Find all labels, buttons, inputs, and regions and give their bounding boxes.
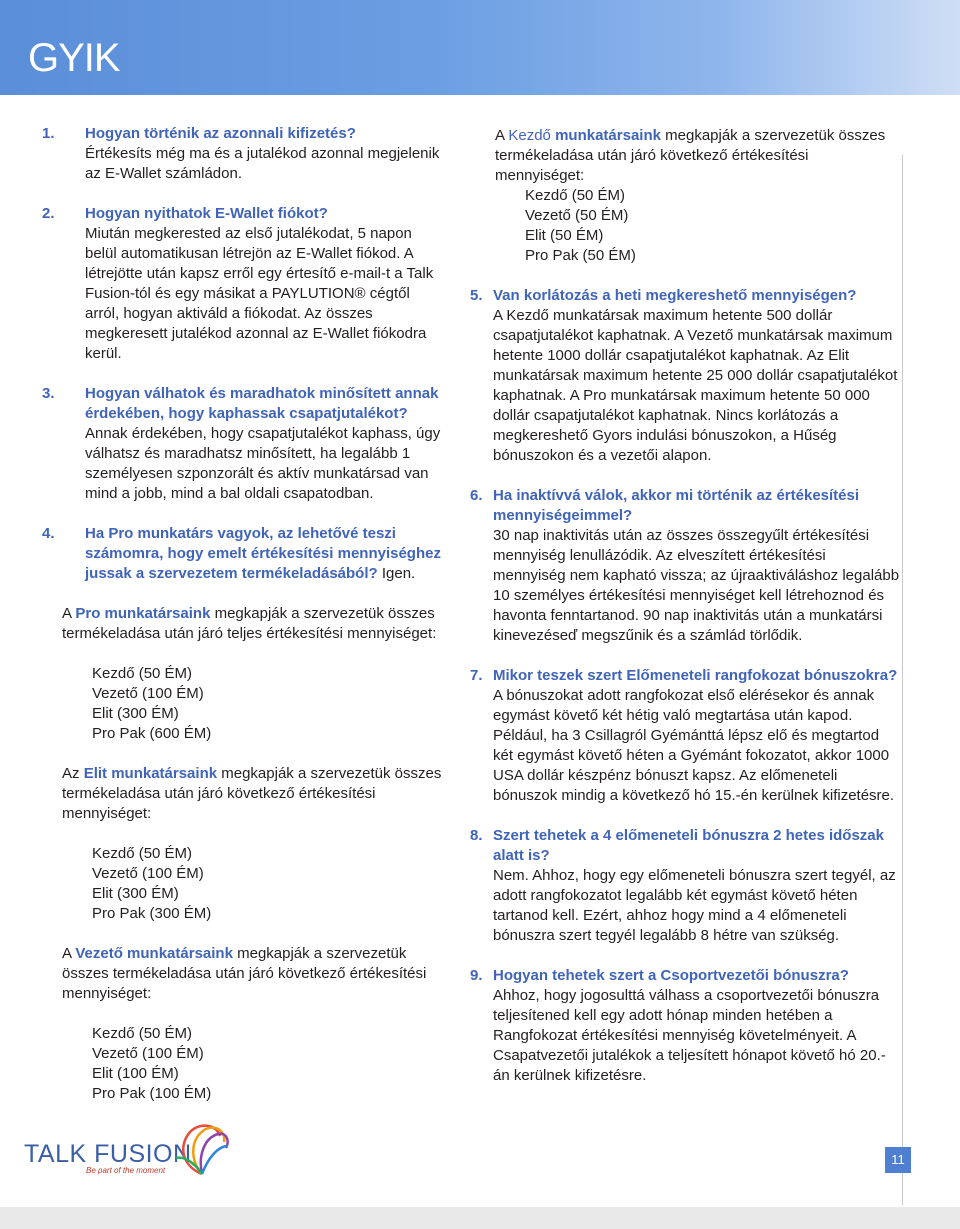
faq-question: Hogyan válhatok és maradhatok minősített annak érdekében, hogy kaphassak csapatjutalékot? (85, 385, 439, 422)
vezeto-tier-list (92, 1024, 442, 1104)
faq-number: 7. (470, 667, 483, 684)
page-title: GYIK (28, 36, 120, 80)
text: megkapják a szervezetük összes termékeladása után járó következő értékesítési mennyiséget: (62, 765, 442, 822)
tier-item: Kezdő (50 ÉM) (92, 1025, 193, 1042)
faq-item-6 (470, 486, 900, 646)
logo-swirl-icon (172, 1116, 234, 1178)
faq-number: 3. (42, 385, 55, 402)
tier-item: Vezető (50 ÉM) (525, 207, 629, 224)
right-column (470, 126, 900, 1106)
faq-question: Hogyan történik az azonnali kifizetés? (85, 125, 356, 142)
faq-number: 8. (470, 827, 483, 844)
page-number: 11 (885, 1147, 911, 1173)
tier-item: Vezető (100 ÉM) (92, 685, 204, 702)
highlight-vezeto: Vezető munkatársaink (75, 945, 233, 962)
pro-tier-list (92, 664, 442, 744)
faq-item-8 (470, 826, 900, 946)
tier-item: Kezdő (50 ÉM) (92, 665, 193, 682)
highlight-munkatarsaink: munkatársaink (555, 127, 661, 144)
faq-number: 9. (470, 967, 483, 984)
faq-question (85, 524, 442, 584)
faq-question: Van korlátozás a heti megkereshető mennyiségen? (493, 287, 857, 304)
elit-paragraph (62, 764, 442, 824)
faq-item-3 (42, 384, 442, 504)
faq-question: Hogyan nyithatok E-Wallet fiókot? (85, 205, 328, 222)
text: Az (62, 765, 84, 782)
tier-item: Vezető (100 ÉM) (92, 1045, 204, 1062)
faq-item-7 (470, 666, 900, 806)
tier-item: Kezdő (50 ÉM) (525, 187, 626, 204)
faq-question: Szert tehetek a 4 előmeneteli bónuszra 2 hetes időszak alatt is? (493, 827, 884, 864)
text: A (62, 945, 76, 962)
faq-item-5 (470, 286, 900, 466)
faq-short-answer: Igen. (377, 565, 416, 582)
tier-item: Elit (50 ÉM) (525, 227, 604, 244)
logo-text: TALK FUSION (24, 1140, 192, 1168)
elit-tier-list (92, 844, 442, 924)
highlight-elit: Elit munkatársaink (83, 765, 218, 782)
header-band (0, 0, 960, 95)
faq-answer: A Kezdő munkatársak maximum hetente 500 dollár csapatjutalékot kaphatnak. A Vezető munkatársak maximum hetente 1000 dollár csapatjutalékot kaphatnak. Az Elit munkatársak maximum hetente 25 000 dollár csapatjutalékot kaphatnak. A Pro munkatársak maximum hetente 50 000 dollár csapatjutalékot kaphatnak. Nincs korlátozás a megkereshető Gyors indulási bónuszokon, a Hűség bónuszokon és a vezetői alapon. (493, 307, 898, 464)
logo-tagline: Be part of the moment (86, 1166, 166, 1175)
faq-item-9 (470, 966, 900, 1086)
faq-answer: Miután megkerested az első jutalékodat, 5 napon belül automatikusan létrejön az E-Wallet fiókod. A létrejötte után kapsz erről egy értesítő e-mail-t a Talk Fusion-tól és egy másikat a PAYLUTION® cégtől arról, hogyan aktiváld a fiókodat. Az összes megkeresett jutalékod azonnal az E-Wallet fiókodra kerül. (85, 225, 434, 362)
tier-item: Elit (100 ÉM) (92, 1065, 179, 1082)
faq-answer: Ahhoz, hogy jogosulttá válhass a csoportvezetői bónuszra teljesítened kell egy adott hónap minden hetében a Rangfokozat értékesítési mennyiség követelményeit. A Csapatvezetői jutalékok a teljesített hónapot követő hó 20.-án kerülnek kifizetésre. (493, 987, 886, 1084)
faq-question: Mikor teszek szert Előmeneteli rangfokozat bónuszokra? (493, 667, 898, 684)
faq-item-1 (42, 124, 442, 184)
text: megkapják a szervezetük összes termékeladása után járó következő értékesítési mennyiséget: (62, 945, 427, 1002)
highlight-kezdo: Kezdő (508, 127, 551, 144)
footer-band (0, 1207, 960, 1229)
faq-number: 4. (42, 525, 55, 542)
vezeto-paragraph (62, 944, 442, 1004)
tier-item: Pro Pak (100 ÉM) (92, 1085, 212, 1102)
text: A (62, 605, 76, 622)
text: megkapják a szervezetük összes termékeladása után járó teljes értékesítési mennyiséget: (62, 605, 437, 642)
pro-paragraph (62, 604, 442, 644)
faq-item-2 (42, 204, 442, 364)
faq-number: 6. (470, 487, 483, 504)
faq-number: 2. (42, 205, 55, 222)
tier-item: Pro Pak (50 ÉM) (525, 247, 636, 264)
faq-question: Hogyan tehetek szert a Csoportvezetői bónuszra? (493, 967, 849, 984)
faq-question-text: Ha Pro munkatárs vagyok, az lehetővé teszi számomra, hogy emelt értékesítési mennyiséghez jussak a szervezetem termékeladásából? (85, 525, 441, 582)
faq-answer: A bónuszokat adott rangfokozat első elérésekor és annak egymást követő két hétig való megtartása után kapod. Például, ha 3 Csillagról Gyémánttá lépsz elő és megtartod két egymást követő héten a Gyémánt fokozatot, akkor 1000 USA dollár készpénz bónuszt kapsz. Az előmeneteli bónuszok mindig a következő hó 15.-én kerülnek kifizetésre. (493, 687, 895, 804)
text: megkapják a szervezetük összes termékeladása után járó következő értékesítési mennyiséget: (495, 127, 886, 184)
talk-fusion-logo (24, 1116, 214, 1180)
faq-number: 5. (470, 287, 483, 304)
faq-question: Ha inaktívvá válok, akkor mi történik az értékesítési mennyiségeimmel? (493, 487, 860, 524)
faq-answer: 30 nap inaktivitás után az összes összegyűlt értékesítési mennyiség lenullázódik. Az elveszített értékesítési mennyiség nem kapható vissza; az újraaktiváláshoz legalább 10 személyes értékesítési mennyiséget kell létrehoznod és havonta fenntartanod. 90 nap inaktivitás után a munkatársi kinevezéseď megszűnik és a számlád törlődik. (493, 527, 900, 644)
tier-item: Kezdő (50 ÉM) (92, 845, 193, 862)
tier-item: Pro Pak (300 ÉM) (92, 905, 212, 922)
faq-answer: Annak érdekében, hogy csapatjutalékot kaphass, úgy válhatsz és maradhatsz minősített, ha legalább 1 személyesen szponzorált és aktív munkatársad van mind a jobb, mind a bal oldali csapatodban. (85, 425, 441, 502)
faq-answer: Értékesíts még ma és a jutalékod azonnal megjelenik az E-Wallet számládon. (85, 145, 440, 182)
kezdo-tier-list (525, 186, 900, 266)
faq-item-4 (42, 524, 442, 584)
faq-number: 1. (42, 125, 55, 142)
tier-item: Elit (300 ÉM) (92, 705, 179, 722)
tier-item: Vezető (100 ÉM) (92, 865, 204, 882)
highlight-pro: Pro munkatársaink (75, 605, 211, 622)
column-divider (902, 155, 903, 1205)
faq-answer: Nem. Ahhoz, hogy egy előmeneteli bónuszra szert tegyél, az adott rangfokozatot legalább két egymást követő héten tartanod kell. Ezért, ahhoz hogy mind a 4 előmeneteli bónuszra szert tegyél legalább 8 hétre van szükség. (493, 867, 896, 944)
tier-item: Elit (300 ÉM) (92, 885, 179, 902)
tier-item: Pro Pak (600 ÉM) (92, 725, 212, 742)
text: A (495, 127, 509, 144)
kezdo-paragraph (495, 126, 900, 186)
left-column (42, 124, 442, 1124)
